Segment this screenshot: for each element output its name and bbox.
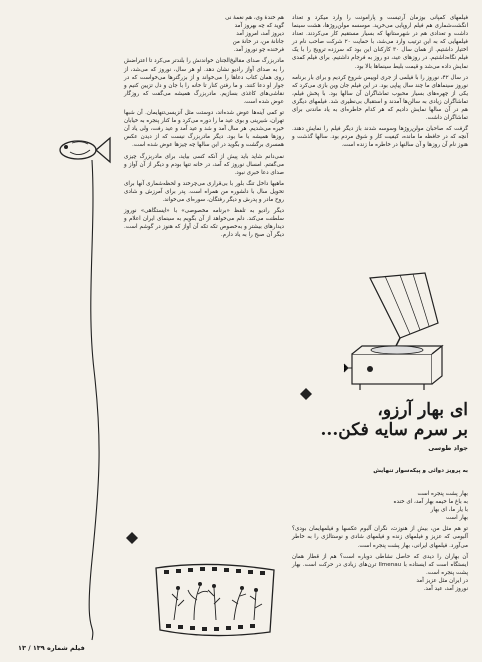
gramophone-illustration xyxy=(330,268,460,398)
poem-verse: بهار پشت پنجره است به باغ ما خیمه بهار آمد، ای خنده با یار ما، ای بهار بهار است xyxy=(393,491,468,522)
article-title-block xyxy=(296,400,468,452)
paragraph: ماهیها داخل تنگ بلور با بی‌قراری می‌چرخند و لحظه‌شماری آنها برای تحویل سال با دلشوره من همراه است. پدر برای آمرزش و شادی روح مادر و پدرش و دیگر رفتگان، سوره‌ای می‌خواند. xyxy=(124,180,284,203)
dedication-caption: به پرویز دوائی و پیکه‌سوار تنهایش xyxy=(373,468,468,474)
paragraph: آن بهاران را دیدی که حاصل نشاطی دوباره است؟ هم از قطار همان ایستگاه است که ایستاده با Ilmenau ترن‌های زیادی در حرکت است. بهار پشت پنجره است. در ایران مثل عزیز آمد نوروز آمد، عید آمد. xyxy=(292,553,468,593)
paragraph: دیگر رادیو به تلفظ «برنامه مخصوصی» با «ایستگاهی» نوروز سلطنت می‌کند. دلم می‌خواهد از آن بگویم به سینمای ایران اعلام و دیدارهای بیشتر و به‌خصوص تکه تکه آن آواز که هنوز در گوشم است. دیگر آن صبح را به یاد دارم. xyxy=(124,208,284,239)
filmstrip-illustration xyxy=(150,560,280,640)
gramophone-icon xyxy=(344,273,442,390)
paragraph: در سال ۴۲، نوروز را با فیلمی از جری لوییس شروع کردیم و برای بار برنامه نوروز سینماهای ما چند سال پیاپی بود. در این فیلم جان وین بازی می‌کرد که یکی از چهره‌های بسیار محبوب تماشاگران آن سالها بود. با پخش فیلم، تماشاگران زیادی به سالن‌ها آمدند و استقبال بی‌نظیری شد. فیلمهای دیگری هم در آن سالها نمایش دادیم که هر کدام خاطره‌ای به یاد ماندنی برای تماشاگران داشت. xyxy=(292,74,468,122)
filmstrip-icon xyxy=(156,564,274,635)
diamond-ornament-icon xyxy=(126,532,138,544)
fish-icon xyxy=(60,138,110,162)
article-title: ای بهار آرزو، بر سرم سایه فکن... xyxy=(320,400,468,440)
article-column-right xyxy=(292,14,468,153)
paragraph: مادربزرگ صدای مقالیخ‌الجنان خواندنش را بلندتر می‌کرد تا اعتراضش را به صدای آواز رادیو نشان دهد. او هر سال، نوروز که می‌شد، از روی همان کتاب دعاها را می‌خواند و از بزرگترها می‌خواست که در جوار او دعا کنند. و ما رفتن کنار تا خانه را با جان و دل تزیین کنیم و نقاشی‌های کاغذی بسازیم. مادربزرگ همیشه می‌گفت که روزگار عوض شده است. xyxy=(124,58,284,105)
poem-verse: هم خندهٔ وی، هم نغمهٔ نی گوید که چه بهروز آمد دیروز آمد، امروز آمد جانانهٔ من، در خانهٔ من فرخنده چو نوروز آمد. xyxy=(225,15,284,54)
diamond-ornament-icon xyxy=(300,388,312,400)
article-column-lower xyxy=(292,490,468,596)
page-footer: فیلم شماره ۱۳۹ / ۱۳ xyxy=(18,644,85,652)
paragraph: فیلمهای کمپانی بوزمان آرتیست و پارامونت را وارد میکرد و تعداد انگشت‌شماری هم فیلم اروپایی می‌خرید. موسسه مولن‌روژ‌ها، هشت سینما داشت و تعدادی هم در شهرستانها که بسیار مستقیم کار می‌کردند. تعداد فیلمهایی که به این ترتیب وارد می‌شد، با حمایت ۲۰ شرکت صاحب نام در اختیار داشتیم. از همان سال ۳۰ کارکنان این بود که سرزده ترویج را با یک فیلم نگاه‌داشتیم. در روزهای عید، دو روز به فرجام داشتیم. برای فیلم کمدی نمایش داده می‌شد و قیمت بلیط سینماها بالا بود. xyxy=(292,15,468,70)
paragraph: تو کمی آینه‌ها عوض شده‌اند، دوستت مثل آنزیسی‌تنهایمان. آن شبها تهران، شیرینی و بوی عید ما را دوره می‌کرد و ما کنار پنجره به خیابان خیره می‌شدیم. هر سال آمد و شد و عید آمد و عید رفت، ولی یاد آن روزها همیشه با ما بود. دیگر مادربزرگ نیست که از دیدن عکس همسری برگشت و بگوید در این سالها چه چیزها عوض شده است. xyxy=(124,110,284,149)
paragraph: نمی‌دانم شاید باید پیش از آنکه کسی بیاید، برای مادربزرگ چیزی می‌گفتم. امسال نوروز که آمد، در خانه تنها بودم و دیگر از آن آواز و صدای دعا خبری نبود. xyxy=(124,153,284,176)
article-column-left xyxy=(124,14,284,242)
paragraph: تو هم مثل من، بیش از هنوزت، نگران آلبوم عکسها و فیلمهایمان بودی؟ آلبومی که عزیز و فیلمهای زنده و فیلمهای شادی و نوستالژی را به خاطر می‌آورد. فیلمهای ایرانی، بهار پشت پنجره است. xyxy=(292,526,468,549)
author-name: جواد طوسی xyxy=(428,444,468,452)
paragraph: گرفت که صاحبان مولن‌روژ‌ها وسوسه شدند باز دیگر فیلم را نمایش دهند. آنچه که در حافظه ما مانده، کیفیت کار و شوق مردم بود. سالها گذشت و هنوز نام آن روزها و آن سالنها در خاطره ما زنده است. xyxy=(292,126,468,149)
